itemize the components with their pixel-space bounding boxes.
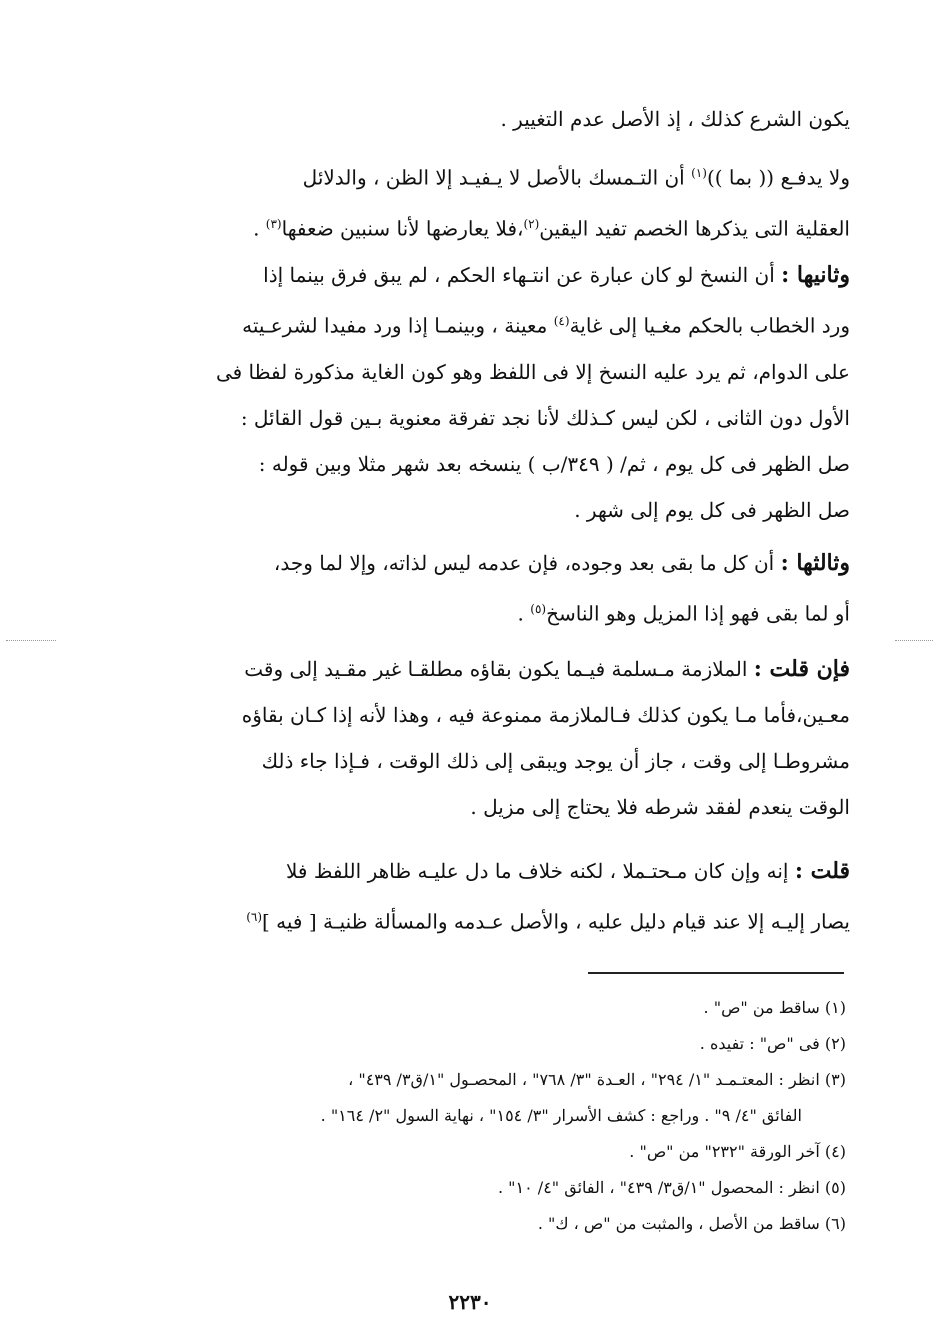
paragraph-1	[118, 96, 850, 142]
footnotes	[118, 990, 846, 1242]
text-line: العقلية التى يذكرها الخصم تفيد اليقين$^{(٢)}$،فلا يعارضها لأنا سنبين ضعفها$^{(٣)}$ .	[253, 216, 850, 241]
paragraph-lead: فإن قلت :	[753, 656, 850, 682]
text-line: أو لما بقى فهو إذا المزيل وهو الناسخ$^{(٥)}$ .	[517, 601, 850, 626]
text-line: مشروطـا إلى وقت ، جاز أن يوجد ويبقى إلى ذلك الوقت ، فـإذا جاء ذلك	[261, 749, 850, 773]
text-line: يصار إليـه إلا عند قيام دليل عليه ، والأصل عـدمه والمسألة ظنيـة [ فيه ]$^{(٦)}$	[246, 909, 850, 934]
text-line: الأول دون الثانى ، لكن ليس كـذلك لأنا نجد تفرقة معنوية بـين قول القائل :	[240, 405, 850, 430]
footnote-ref[interactable]: (١)	[691, 166, 707, 180]
paragraph-lead: وثانيها :	[781, 262, 850, 288]
footnote-6: (٦) ساقط من الأصل ، والمثبت من "ص ، ك" .	[537, 1214, 846, 1233]
text-line: فإن قلت : الملازمة مـسلمة فيـما يكون بقاؤه مطلقـا غير مقـيد إلى وقت	[244, 656, 850, 682]
footnote-2: (٢) فى "ص" : تفيده .	[699, 1034, 846, 1053]
footnote-1: (١) ساقط من "ص" .	[703, 998, 846, 1017]
text-line: معـين،فأما مـا يكون كذلك فـالملازمة ممنوعة فيه ، وهذا لأنه إذا كـان بقاؤه	[241, 703, 850, 727]
footnote-5: (٥) انظر : المحصول "١/ق٣/ ٤٣٩" ، الفائق "٤/ ١٠" .	[498, 1178, 846, 1197]
footnote-3: (٣) انظر : المعتـمـد "١/ ٢٩٤" ، العـدة "٣/ ٧٦٨" ، المحصـول "١/ق٣/ ٤٣٩" ،	[348, 1070, 846, 1089]
text-line: يكون الشرع كذلك ، إذ الأصل عدم التغيير .	[500, 107, 850, 131]
paragraph-5	[118, 646, 850, 830]
text-line: قلت : إنه وإن كان مـحتـملا ، لكنه خلاف ما دل عليـه ظاهر اللفظ فلا	[285, 858, 850, 884]
text-line: الوقت ينعدم لفقد شرطه فلا يحتاج إلى مزيل .	[470, 795, 850, 819]
paragraph-4	[118, 540, 850, 637]
footnote-4: (٤) آخر الورقة "٢٣٢" من "ص" .	[629, 1142, 846, 1161]
text-line: ورد الخطاب بالحكم مغـيا إلى غاية$^{(٤)}$ معينة ، وبينمـا إذا ورد مفيدا لشرعـيته	[242, 313, 850, 338]
text-line: وثالثها : أن كل ما بقى بعد وجوده، فإن عدمه ليس لذاته، وإلا لما وجد،	[273, 550, 850, 576]
paragraph-lead: وثالثها :	[780, 550, 850, 576]
text-line: ولا يدفـع (( بما ))$^{(١)}$ أن التـمسك بالأصل لا يـفيـد إلا الظن ، والدلائل	[302, 165, 850, 190]
scan-margin-mark-left	[6, 640, 56, 642]
scan-margin-mark-right	[895, 640, 933, 642]
text-line: صل الظهر فى كل يوم إلى شهر .	[574, 497, 850, 522]
footnote-ref[interactable]: (٤)	[553, 314, 570, 328]
text-line: على الدوام، ثم يرد عليه النسخ إلا فى اللفظ وهو كون الغاية مذكورة لفظا فى	[215, 359, 850, 384]
footnote-3-continued: الفائق "٤/ ٩" . وراجع : كشف الأسرار "٣/ ١٥٤" ، نهاية السول "٢/ ١٦٤" .	[320, 1106, 802, 1125]
page-number: ٢٢٣٠	[448, 1290, 492, 1314]
footnote-ref[interactable]: (٢)	[523, 216, 540, 231]
footnote-ref[interactable]: (٥)	[530, 602, 547, 616]
paragraph-2	[118, 150, 850, 251]
text-line: وثانيها : أن النسخ لو كان عبارة عن انتـهاء الحكم ، لم يبق فرق بينما إذا	[263, 262, 850, 288]
footnote-ref[interactable]: (٣)	[265, 216, 282, 231]
paragraph-3	[118, 252, 850, 533]
paragraph-lead: قلت :	[794, 858, 850, 884]
paragraph-6	[118, 848, 850, 945]
footnote-ref[interactable]: (٦)	[246, 910, 263, 924]
text-line: صل الظهر فى كل يوم ، ثم/ ( ٣٤٩/ب ) ينسخه بعد شهر مثلا وبين قوله :	[258, 451, 850, 476]
footnote-separator	[588, 972, 844, 974]
